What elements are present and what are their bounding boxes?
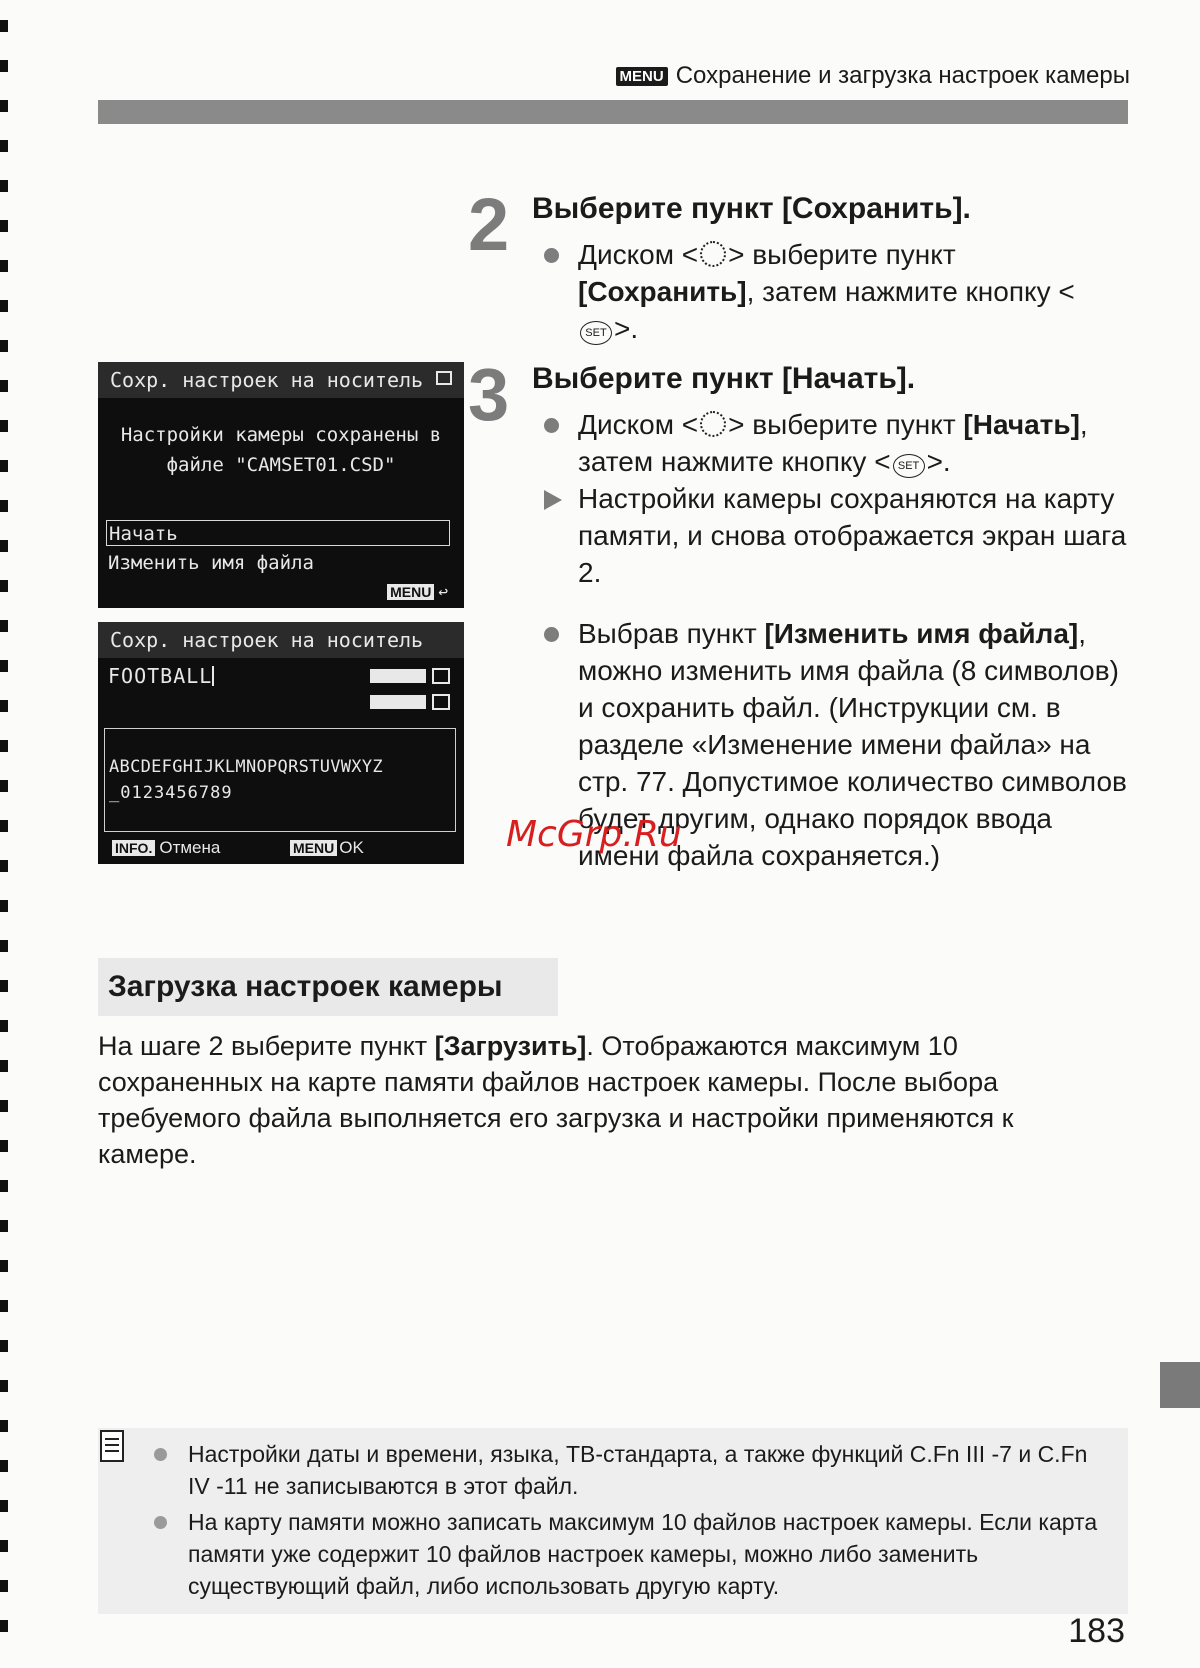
camera-screen-rename [98,622,464,864]
text: Настройки камеры сохраняются на карту памяти, и снова отображается экран шага 2. [578,483,1127,588]
text: >. [926,446,951,477]
ok-hint [290,838,364,858]
text: Диском < [578,409,699,440]
list-item [154,1506,1114,1602]
trash-button-icon [370,695,426,709]
text: > выберите пункт [728,239,956,270]
screen-title-bar [98,622,464,658]
back-hint [387,582,448,601]
text: , затем нажмите кнопку < [578,409,1088,477]
filename-value: FOOTBALL [108,664,213,688]
text: , можно изменить имя файла (8 символов) и сохранить файл. (Инструкции см. в разделе «Изменение имени файла» на стр. 77. Допустимое количество символов будет другим, однако порядок ввода имени файла сохраняется.) [578,618,1127,871]
note-text: На карту памяти можно записать максимум 10 файлов настроек камеры. Если карта памяти уже содержит 10 файлов настроек камеры, можно либо заменить существующий файл, либо использовать другую карту. [188,1509,1098,1599]
bullet-icon [544,248,559,263]
text: На шаге 2 выберите пункт [98,1031,435,1061]
bullet-icon [154,1448,167,1461]
page-number: 183 [1068,1612,1125,1650]
text: . Отображаются максимум 10 сохраненных на карте памяти файлов настроек камеры. После выбора требуемого файла выполняется его загрузка и настройки применяются к камере. [98,1031,1014,1169]
bullet-icon [544,418,559,433]
menu-item-ref: [Изменить имя файла] [764,618,1079,649]
list-item [538,480,1128,591]
bullet-icon [154,1516,167,1529]
menu-item-ref: [Сохранить] [578,276,747,307]
note-icon [100,1430,124,1462]
cancel-label: Отмена [159,838,221,857]
step-2-number: 2 [468,183,510,266]
list-item [154,1438,1114,1502]
note-list [154,1438,1114,1602]
note-box [98,1428,1128,1614]
message-line: файле "CAMSET01.CSD" [166,454,396,476]
key-mic-button-icon [370,669,426,683]
menu-item-ref: [Начать] [963,409,1080,440]
header-title: Сохранение и загрузка настроек камеры [675,62,1130,89]
step-2-instructions [538,236,1098,347]
step-3-instructions [538,406,1128,874]
chapter-tab [1160,1362,1200,1408]
text: , затем нажмите кнопку < [746,276,1075,307]
list-item [538,406,1128,480]
dial-icon [700,411,726,437]
return-icon: ↩ [438,582,448,601]
step-3-number: 3 [468,353,510,436]
ok-label: OK [339,838,364,857]
note-text: Настройки даты и времени, языка, ТВ-стандарта, а также функций C.Fn III -7 и C.Fn IV -11 не записываются в этот файл. [188,1441,1088,1499]
filename-input[interactable] [108,664,214,688]
menu-badge-icon: MENU [290,840,337,856]
screen-title: Сохр. настроек на носитель [110,368,424,392]
text: Выбрав пункт [578,618,765,649]
set-button-icon: SET [893,454,925,478]
bullet-icon [544,627,559,642]
section-body [98,1028,1018,1172]
option-start[interactable]: Начать [106,520,450,546]
delete-char-icon [432,694,450,710]
menu-badge-icon: MENU [387,584,434,600]
character-palette[interactable] [104,728,456,832]
header-bar [98,100,1128,124]
insert-icon [432,668,450,684]
step-3-title: Выберите пункт [Начать]. [532,362,916,395]
screen-title: Сохр. настроек на носитель [110,628,424,652]
binding-holes [0,20,8,1640]
camera-screen-save [98,362,464,608]
text: Диском < [578,239,699,270]
info-badge-icon: INFO. [112,840,155,856]
delete-hint [370,694,450,710]
step-2-title: Выберите пункт [Сохранить]. [532,192,971,225]
menu-badge-icon: MENU [616,67,668,86]
save-message [98,420,464,480]
list-item [538,236,1098,347]
menu-item-ref: [Загрузить] [434,1031,587,1061]
section-heading: Загрузка настроек камеры [98,958,558,1016]
text: >. [614,313,639,344]
message-line: Настройки камеры сохранены в [120,424,442,446]
screen-title-bar [98,362,464,398]
result-arrow-icon [544,490,562,510]
watermark: McGrp.Ru [506,814,682,855]
tab-icon [436,371,452,385]
text-cursor [212,666,214,686]
dial-icon [700,241,726,267]
page-header [616,62,1130,90]
character-row[interactable]: _0123456789 [109,783,233,803]
protect-record-hint [370,668,450,684]
text: > выберите пункт [728,409,964,440]
set-button-icon: SET [580,321,612,345]
option-rename-file[interactable]: Изменить имя файла [108,552,314,574]
cancel-hint [112,838,220,858]
character-row[interactable]: ABCDEFGHIJKLMNOPQRSTUVWXYZ [109,757,383,777]
